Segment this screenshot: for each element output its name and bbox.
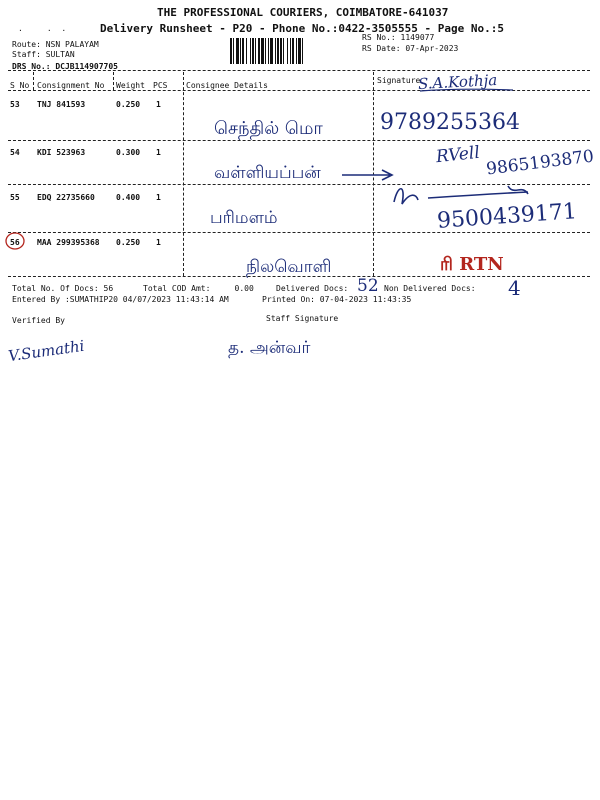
- rs-date-label: RS Date:: [362, 44, 401, 53]
- header-weight: Weight: [116, 81, 145, 90]
- row56-consignee-name: நிலவொளி: [246, 257, 332, 277]
- table-top-rule: [8, 70, 590, 71]
- circle-mark-icon: [4, 230, 26, 252]
- column-rule: [33, 72, 34, 90]
- staff-line: [12, 50, 75, 59]
- entered-by: Entered By :SUMATHIP20 04/07/2023 11:43:14 AM: [12, 295, 229, 304]
- row-divider: [8, 232, 590, 233]
- route-line: [12, 40, 99, 49]
- delivered-docs-label: Delivered Docs:: [276, 284, 349, 293]
- row53-phone: 9789255364: [380, 110, 520, 135]
- row56-return-mark: [440, 254, 504, 277]
- route-value: NSN PALAYAM: [45, 40, 99, 49]
- cod-line: [143, 284, 254, 293]
- row-pcs: 1: [156, 100, 161, 109]
- staff-signature: த. அன்வர்: [228, 338, 311, 358]
- delivered-docs-count: 52: [357, 276, 379, 296]
- cod-label: Total COD Amt:: [143, 284, 211, 293]
- row-weight: 0.400: [116, 193, 141, 202]
- row53-consignee-name: செந்தில் மொ: [214, 118, 323, 139]
- rs-date-line: [362, 44, 458, 53]
- drs-value: DCJB114907705: [55, 62, 118, 71]
- rs-no-value: 1149077: [400, 33, 435, 42]
- drs-label: DRS No.:: [12, 62, 51, 71]
- row-sno: 54: [10, 148, 20, 157]
- row-sno: 56: [10, 238, 20, 247]
- row55-phone: 9500439171: [436, 199, 578, 234]
- total-docs-label: Total No. Of Docs:: [12, 284, 99, 293]
- rs-no-label: RS No.:: [362, 33, 396, 42]
- header-sno: S No: [10, 81, 30, 90]
- row-consignment: MAA 299395368: [37, 238, 100, 247]
- row54-consignee-name: வள்ளியப்பன்: [214, 163, 321, 183]
- page-title: THE PROFESSIONAL COURIERS, COIMBATORE-641037: [157, 6, 449, 19]
- printed-on: Printed On: 07-04-2023 11:43:35: [262, 295, 412, 304]
- arrow-icon: [340, 168, 396, 182]
- row-pcs: 1: [156, 148, 161, 157]
- header-consignment-no: Consignment No: [37, 81, 105, 90]
- column-rule: [113, 72, 114, 90]
- row-consignment: EDQ 22735660: [37, 193, 95, 202]
- page-subtitle: Delivery Runsheet - P20 - Phone No.:0422-3505555 - Page No.:5: [100, 22, 504, 35]
- row-weight: 0.300: [116, 148, 141, 157]
- verified-by-label: Verified By: [12, 316, 65, 325]
- row54-signature: RVell: [435, 142, 481, 168]
- row-sno: 53: [10, 100, 20, 109]
- total-docs-value: 56: [103, 284, 114, 293]
- total-docs-line: [12, 284, 113, 293]
- staff-label: Staff:: [12, 50, 41, 59]
- barcode: [230, 38, 360, 64]
- row-pcs: 1: [156, 238, 161, 247]
- cod-value: 0.00: [234, 284, 254, 293]
- route-label: Route:: [12, 40, 41, 49]
- row55-consignee-name: பரிமளம்: [210, 208, 278, 228]
- scan-dots: · · ·: [18, 26, 67, 35]
- row54-phone: 9865193870: [485, 146, 595, 180]
- header-consignee-details: Consignee Details: [186, 81, 268, 90]
- header-signature-handwritten: S.A.Kothja: [417, 70, 498, 94]
- header-signature: Signature: [377, 76, 421, 85]
- row-consignment: TNJ 841593: [37, 100, 86, 109]
- row-weight: 0.250: [116, 238, 141, 247]
- rs-no-line: [362, 33, 434, 42]
- staff-value: SULTAN: [45, 50, 75, 59]
- row-sno: 55: [10, 193, 20, 202]
- column-rule: [183, 72, 184, 276]
- return-prefix-mark: ரி: [440, 254, 460, 275]
- header-signature-underline: [418, 88, 518, 94]
- non-delivered-docs-count: 4: [508, 276, 521, 300]
- verified-by-signature: V.Sumathi: [7, 336, 86, 366]
- staff-signature-label: Staff Signature: [266, 314, 339, 323]
- header-pcs: PCS: [153, 81, 168, 90]
- non-delivered-docs-label: Non Delivered Docs:: [384, 284, 476, 293]
- row-weight: 0.250: [116, 100, 141, 109]
- rs-date-value: 07-Apr-2023: [405, 44, 459, 53]
- row-consignment: KDI 523963: [37, 148, 86, 157]
- row-pcs: 1: [156, 193, 161, 202]
- return-code: RTN: [459, 254, 504, 275]
